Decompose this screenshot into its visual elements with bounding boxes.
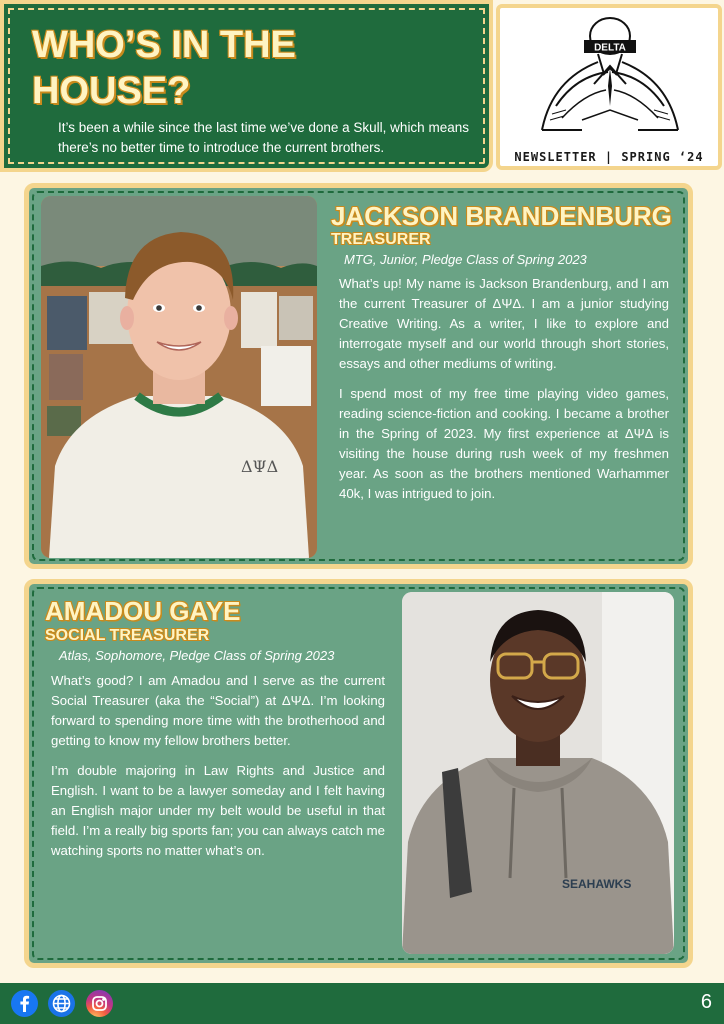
instagram-icon[interactable] xyxy=(86,990,113,1017)
page-title xyxy=(32,22,452,114)
intro-text: It’s been a while since the last time we’ve done a Skull, which means there’s no better time to introduce the current brothers. xyxy=(58,120,469,155)
footer-bar xyxy=(0,983,724,1024)
profile-card xyxy=(24,579,693,968)
title-line-2: HOUSE? xyxy=(32,70,191,112)
facebook-icon[interactable] xyxy=(11,990,38,1017)
newsletter-logo xyxy=(496,4,722,170)
bio-paragraph: I spend most of my free time playing video games, reading science-fiction and cooking. I became a brother in the Spring of 2023. My first experience at ΔΨΔ is visiting the house during rush week of my freshmen year. As soon as the brothers mentioned Warhammer 40k, I was intrigued to join. xyxy=(339,386,669,501)
profile-name: AMADOU GAYE xyxy=(45,596,241,626)
portrait-illustration xyxy=(402,592,674,954)
bio-paragraph: What’s up! My name is Jackson Brandenburg, and I am the current Treasurer of ΔΨΔ. I am a junior studying Creative Writing. As a writer, I like to explore and interrogate myself and our world through short stories, essays and other mediums of writing. xyxy=(339,276,669,371)
profile-meta: Atlas, Sophomore, Pledge Class of Spring 2023 xyxy=(59,648,335,663)
bio-paragraph: What’s good? I am Amadou and I serve as the current Social Treasurer (aka the “Social”) at ΔΨΔ. I’m looking forward to spending more time with the brotherhood and getting to know my fellow brothers better. xyxy=(51,673,385,748)
profile-name: JACKSON BRANDENBURG xyxy=(331,201,672,231)
profile-photo xyxy=(41,196,317,558)
skull-mascot-illustration xyxy=(522,10,698,148)
profile-bio xyxy=(339,274,669,504)
bio-paragraph: I’m double majoring in Law Rights and Justice and English. I want to be a lawyer someday and I felt having an English major under my belt would be useful in that field. I’m a really big sports fan; you can always catch me watching sports no matter what’s on. xyxy=(51,763,385,858)
profile-meta: MTG, Junior, Pledge Class of Spring 2023 xyxy=(344,252,587,267)
portrait-illustration xyxy=(41,196,317,558)
profile-card xyxy=(24,183,693,569)
shirt-letters: ΔΨΔ xyxy=(241,457,279,476)
page-number: 6 xyxy=(700,991,712,1013)
shirt-logo-text: SEAHAWKS xyxy=(562,877,632,891)
profile-photo xyxy=(402,592,674,954)
globe-icon[interactable] xyxy=(48,990,75,1017)
title-line-1: WHO’S IN THE xyxy=(32,24,296,66)
logo-banner-text: DELTA xyxy=(594,42,626,54)
profile-role: TREASURER xyxy=(331,231,431,248)
profile-bio xyxy=(51,671,385,861)
header-banner xyxy=(0,0,493,172)
newsletter-caption: NEWSLETTER | SPRING ‘24 xyxy=(514,150,704,164)
profile-role: SOCIAL TREASURER xyxy=(45,627,210,644)
